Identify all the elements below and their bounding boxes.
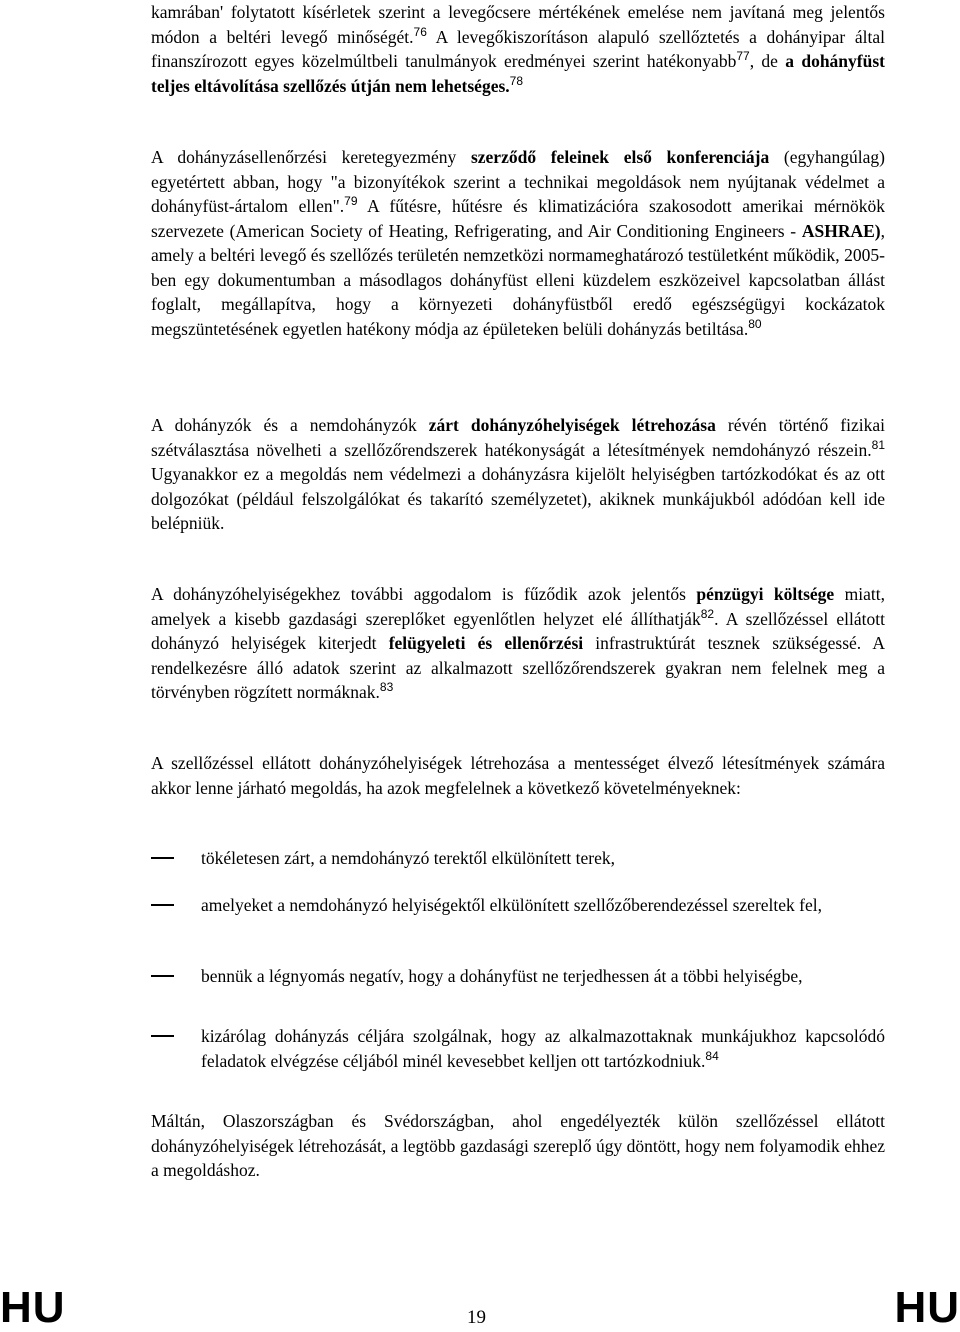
footnote-ref[interactable]: 79 bbox=[344, 194, 358, 208]
bold-text: ASHRAE) bbox=[801, 220, 881, 241]
text: A szellőzéssel ellátott dohányzóhelyiségek létrehozása a mentességet élvező létesítmények számára akkor lenne járható megoldás, ha azok megfelelnek a következő követelményeknek: bbox=[151, 753, 885, 798]
bold-text: felügyeleti és ellenőrzési bbox=[388, 633, 584, 653]
paragraph-smoking-rooms bbox=[151, 413, 885, 536]
dash-bullet-icon bbox=[151, 904, 174, 906]
text: , de bbox=[749, 51, 786, 71]
text: (egyhangúlag) egyetértett abban, hogy "a bizonyítékok szerint a technikai megoldások nem nyújtanak védelmet a dohányfüst-ártalom ellen". bbox=[151, 147, 885, 216]
footnote-ref[interactable]: 84 bbox=[705, 1048, 719, 1063]
text: infrastruktúrát tesznek szükségessé. A rendelkezésre álló adatok szerint az alkalmazott szellőzőrendszerek gyakran nem felelnek meg a törvényben rögzített normáknak. bbox=[151, 633, 885, 702]
page-number: 19 bbox=[467, 1307, 486, 1328]
text: A dohányzók és a nemdohányzók bbox=[151, 415, 429, 435]
bold-text: a dohányfüst teljes eltávolítása szellőzés útján nem lehetséges. bbox=[151, 51, 885, 96]
paragraph-framework-convention bbox=[151, 145, 885, 341]
paragraph-requirements bbox=[151, 751, 885, 800]
dash-bullet-icon bbox=[151, 857, 174, 859]
paragraph-countries bbox=[151, 1109, 885, 1183]
footnote-ref[interactable]: 78 bbox=[509, 73, 524, 88]
bold-text: pénzügyi költsége bbox=[696, 584, 835, 604]
dash-bullet-icon bbox=[151, 1035, 174, 1037]
text: A levegőkiszorításon alapuló szellőztetés a dohányipar által finanszírozott egyes közelmúltbeli tanulmányok eredményei szerint hatékonyabb bbox=[151, 26, 886, 71]
text: A dohányzásellenőrzési keretegyezmény bbox=[151, 147, 471, 167]
footnote-ref[interactable]: 83 bbox=[379, 680, 394, 694]
footnote-ref[interactable]: 81 bbox=[871, 437, 885, 452]
text: A fűtésre, hűtésre és klimatizációra szakosodott amerikai mérnökök szervezete (American Society of Heating, Refrigerating, and Air Conditioning Engineers - bbox=[151, 196, 885, 241]
text: A dohányzóhelyiségekhez további aggodalom is fűződik azok jelentős bbox=[151, 584, 697, 604]
list-item-text: bennük a légnyomás negatív, hogy a dohányfüst ne terjedhessen át a többi helyiségbe, bbox=[201, 966, 803, 986]
text: kamrában' folytatott kísérletek szerint a levegőcsere mértékének emelése nem javítaná meg jelentős módon a beltéri levegő minőségét. bbox=[151, 2, 885, 47]
footnote-ref[interactable]: 80 bbox=[748, 316, 762, 331]
footnote-ref[interactable]: 82 bbox=[700, 606, 715, 621]
dash-bullet-icon bbox=[151, 975, 174, 977]
footnote-ref[interactable]: 77 bbox=[736, 49, 750, 63]
bold-text: szerződő feleinek első konferenciája bbox=[470, 147, 770, 167]
text: kizárólag dohányzás céljára szolgálnak, hogy az alkalmazottaknak munkájukhoz kapcsolódó feladatok elvégzése céljából minél kevesebbet kelljen ott tartózkodniuk. bbox=[201, 1026, 885, 1071]
list-item-text bbox=[201, 1024, 885, 1073]
paragraph-ventilation bbox=[151, 0, 885, 98]
list-item-text: tökéletesen zárt, a nemdohányzó terektől elkülönített terek, bbox=[201, 848, 616, 868]
list-item-text: amelyeket a nemdohányzó helyiségektől elkülönített szellőzőberendezéssel szereltek fel, bbox=[201, 895, 822, 915]
text: miatt, amelyek a kisebb gazdasági szereplőket egyenlőtlen helyzet elé állíthatják bbox=[151, 584, 885, 629]
footer-language-code-left: HU bbox=[0, 1283, 66, 1332]
text: Máltán, Olaszországban és Svédországban, ahol engedélyezték külön szellőzéssel ellátott dohányzóhelyiségek létrehozását, a legtöbb gazdasági szereplő úgy döntött, hogy nem folyamodik ehhez a megoldáshoz. bbox=[151, 1111, 885, 1180]
footer-language-code-right: HU bbox=[894, 1283, 960, 1332]
text: révén történő fizikai szétválasztása növelheti a szellőzőrendszerek hatékonyságát a létesítmények nemdohányzó részein. bbox=[151, 415, 885, 460]
text: Ugyanakkor ez a megoldás nem védelmezi a dohányzásra kijelölt helyiségben tartózkodókat és az ott dolgozókat (például felszolgálókat és takarító személyzetet), akiknek munkájukból adódóan kell ide belépniük. bbox=[151, 464, 885, 533]
bold-text: zárt dohányzóhelyiségek létrehozása bbox=[428, 415, 716, 435]
text: , amely a beltéri levegő és szellőzés területén nemzetközi normameghatározó testületként működik, 2005-ben egy dokumentumban a másodlagos dohányfüst elleni küzdelem eszközeivel kapcsolatban állást foglalt, megállapítva, hogy a környezeti dohányfüstből eredő egészségügyi kockázatok megszüntetésének egyetlen hatékony módja az épületeken belüli dohányzás betiltása. bbox=[151, 220, 885, 339]
paragraph-costs bbox=[151, 582, 885, 705]
text: . A szellőzéssel ellátott dohányzó helyiségek kiterjedt bbox=[151, 608, 885, 653]
footnote-ref[interactable]: 76 bbox=[413, 24, 427, 39]
